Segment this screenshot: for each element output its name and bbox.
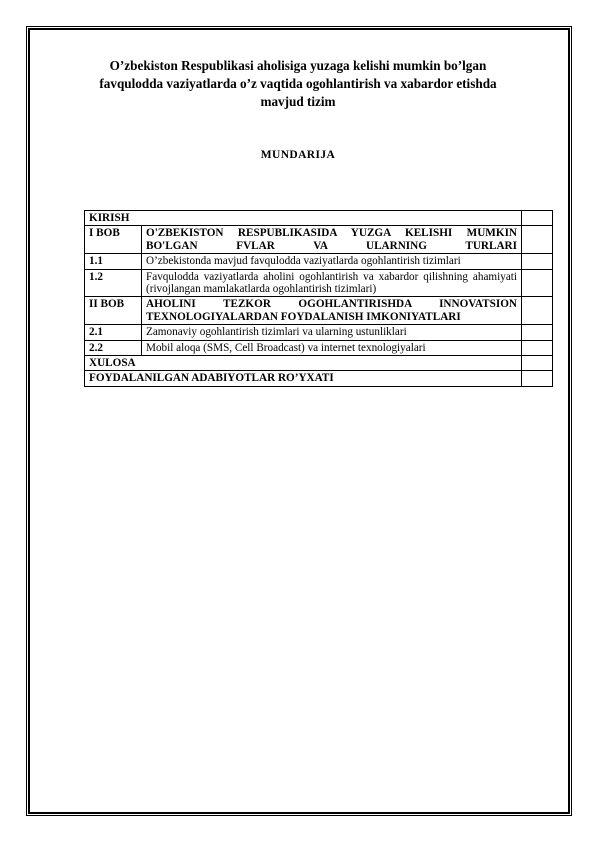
toc-row-intro	[85, 211, 553, 226]
toc-title: O’zbekistonda mavjud favqulodda vaziyatlarda ogohlantirish tizimlari	[142, 254, 522, 269]
toc-label: FOYDALANILGAN ADABIYOTLAR RO’YXATI	[85, 371, 522, 386]
toc-number: II BOB	[85, 297, 142, 325]
toc-row-conclusion	[85, 356, 553, 371]
toc-label: XULOSA	[85, 356, 522, 371]
toc-row-references	[85, 371, 553, 386]
toc-page-cell	[522, 340, 553, 355]
toc-page-cell	[522, 254, 553, 269]
toc-page-cell	[522, 356, 553, 371]
document-title: O’zbekiston Respublikasi aholisiga yuzaga kelishi mumkin bo’lgan favqulodda vaziyatlarda o’z vaqtida ogohlantirish va xabardor etishda mavjud tizim	[99, 58, 497, 109]
toc-page-cell	[522, 226, 553, 254]
toc-title: O'ZBEKISTON RESPUBLIKASIDA YUZGA KELISHI MUMKIN BO'LGAN FVLAR VA ULARNING TURLARI	[142, 226, 522, 254]
toc-row-chapter-2	[85, 297, 553, 325]
toc-page-cell	[522, 371, 553, 386]
toc-title: AHOLINI TEZKOR OGOHLANTIRISHDA INNOVATSION TEXNOLOGIYALARDAN FOYDALANISH IMKONIYATLARI	[142, 297, 522, 325]
toc-row-section-1-1	[85, 254, 553, 269]
toc-number: 2.2	[85, 340, 142, 355]
toc-label: KIRISH	[85, 211, 522, 226]
toc-title: Mobil aloqa (SMS, Cell Broadcast) va internet texnologiyalari	[142, 340, 522, 355]
toc-page-cell	[522, 325, 553, 340]
toc-row-section-2-1	[85, 325, 553, 340]
toc-page-cell	[522, 269, 553, 297]
toc-row-chapter-1	[85, 226, 553, 254]
table-of-contents	[84, 210, 553, 387]
toc-heading: MUNDARIJA	[260, 149, 336, 161]
page-border-inner	[29, 29, 569, 813]
toc-title: Zamonaviy ogohlantirish tizimlari va ularning ustunliklari	[142, 325, 522, 340]
toc-row-section-1-2	[85, 269, 553, 297]
toc-number: 1.2	[85, 269, 142, 297]
toc-page-cell	[522, 297, 553, 325]
toc-page-cell	[522, 211, 553, 226]
toc-row-section-2-2	[85, 340, 553, 355]
toc-number: I BOB	[85, 226, 142, 254]
toc-number: 2.1	[85, 325, 142, 340]
toc-title: Favqulodda vaziyatlarda aholini ogohlantirish va xabardor qilishning ahamiyati (rivojlangan mamlakatlarda ogohlantirish tizimlari)	[142, 269, 522, 297]
toc-number: 1.1	[85, 254, 142, 269]
